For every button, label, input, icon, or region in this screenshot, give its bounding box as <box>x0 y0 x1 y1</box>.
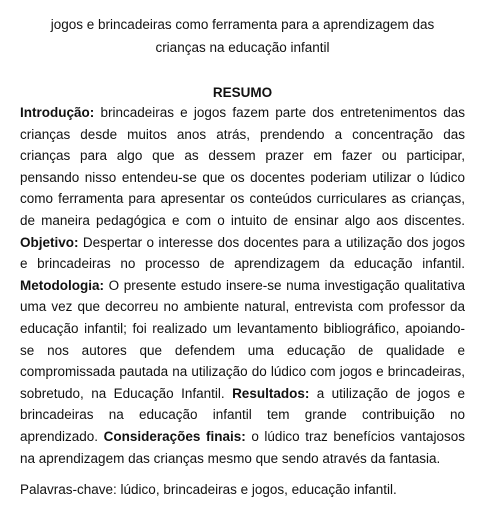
abstract-heading: RESUMO <box>212 85 273 100</box>
results-text: a utilização de jogos e brincadeiras na educação infantil tem grande contribuição no aprendizado. <box>20 385 466 444</box>
abstract-body <box>20 102 465 469</box>
objective-text: Despertar o interesse dos docentes para a utilização dos jogos e brincadeiras no processo de aprendizagem da educação infantil. <box>20 234 465 272</box>
conclusion-text: o lúdico traz benefícios vantajosos na aprendizagem das crianças mesmo que sendo através da fantasia. <box>20 428 466 466</box>
document-page <box>0 13 487 513</box>
results-label: Resultados: <box>232 385 310 401</box>
objective-label: Objetivo: <box>20 234 79 250</box>
intro-label: Introdução: <box>20 105 95 120</box>
keywords-line: Palavras-chave: lúdico, brincadeiras e jogos, educação infantil. <box>20 482 397 498</box>
methodology-text: O presente estudo insere-se numa investigação qualitativa uma vez que decorreu no ambiente natural, entrevista com professor da educação infantil; foi realizado um levantamento bibliográfico, apoiando-se nos autores que defendem uma educação de qualidade e compromissada pautada na utilização do lúdico com jogos e brincadeiras, sobretudo, na Educação Infantil. <box>20 277 465 401</box>
document-title: jogos e brincadeiras como ferramenta para a aprendizagem das crianças na educação infantil <box>50 17 435 55</box>
methodology-label: Metodologia: <box>20 277 104 293</box>
intro-text: brincadeiras e jogos fazem parte dos entretenimentos das crianças desde muitos anos atrás, prendendo a concentração das crianças para algo que as dessem prazer em fazer ou participar, pensando nisso entendeu-se que os docentes poderiam utilizar o lúdico como ferramenta para apresentar os conteúdos curriculares as crianças, de maneira pedagógica e com o intuito de ensinar algo aos discentes. <box>20 105 465 228</box>
conclusion-label: Considerações finais: <box>103 428 246 444</box>
